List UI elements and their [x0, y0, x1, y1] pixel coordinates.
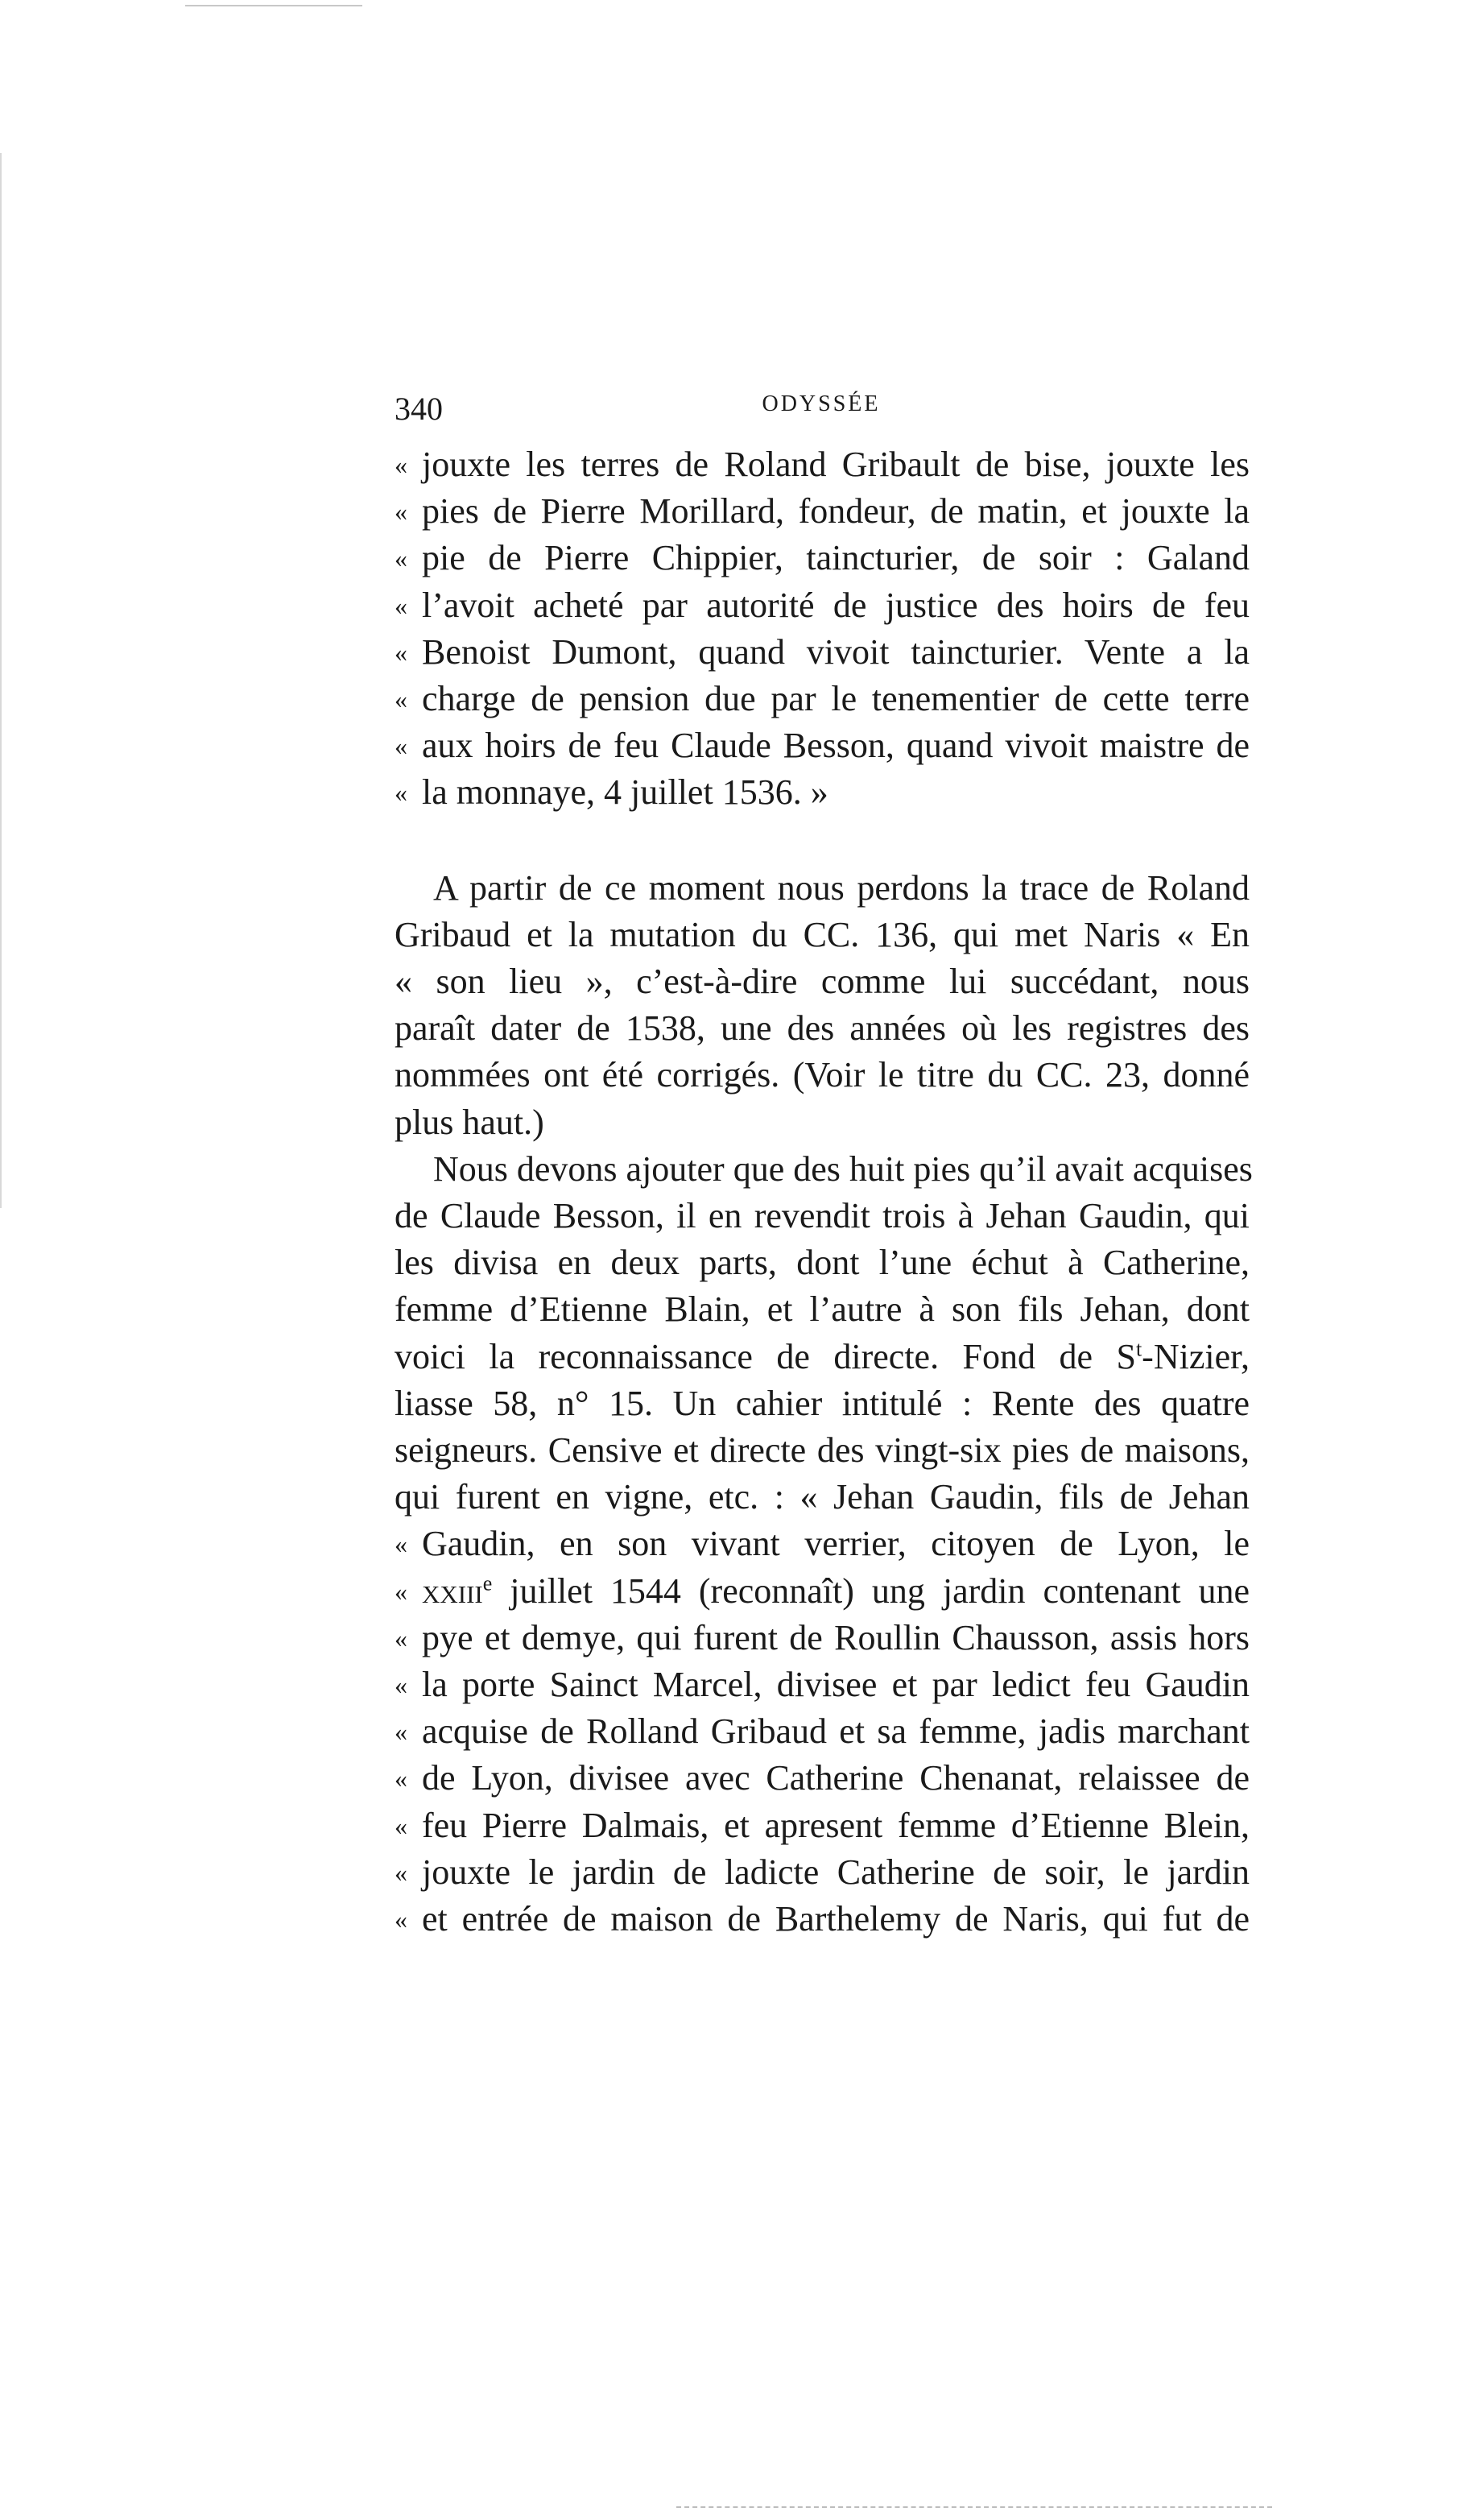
text-line: Nous devons ajouter que des huit pies qu’il avait acquises: [433, 1148, 1253, 1189]
text-line: « et entrée de maison de Barthelemy de Naris, qui fut de: [395, 1896, 1250, 1943]
superscript: e: [482, 1571, 493, 1595]
text-line: « Benoist Dumont, quand vivoit taincturier. Vente a la: [395, 629, 1250, 676]
page-number: 340: [395, 391, 443, 427]
text-line: Gribaud et la mutation du CC. 136, qui met Naris « En: [395, 914, 1250, 954]
text-line: « pies de Pierre Morillard, fondeur, de matin, et jouxte la: [395, 488, 1250, 535]
text-line: « son lieu », c’est-à-dire comme lui succédant, nous: [395, 962, 1250, 1002]
running-title: ODYSSÉE: [762, 391, 881, 416]
text-line: de Claude Besson, il en revendit trois à Jehan Gaudin, qui: [395, 1196, 1250, 1236]
scan-edge-bottom: [676, 2506, 1272, 2508]
text-line: « jouxte le jardin de ladicte Catherine de soir, le jardin: [395, 1849, 1250, 1896]
text-line: A partir de ce moment nous perdons la trace de Roland: [433, 867, 1250, 908]
text-line: « pie de Pierre Chippier, taincturier, de soir : Galand: [395, 535, 1250, 581]
text-line: liasse 58, n° 15. Un cahier intitulé : Rente des quatre: [395, 1383, 1250, 1423]
text-line: [395, 1568, 1250, 1615]
text-line: [395, 1334, 1250, 1380]
scan-edge-left: [0, 153, 2, 1208]
text-line: seigneurs. Censive et directe des vingt-six pies de maisons,: [395, 1430, 1250, 1471]
roman-date: xxiii: [422, 1570, 483, 1611]
text-line: femme d’Etienne Blain, et l’autre à son fils Jehan, dont: [395, 1289, 1250, 1330]
superscript: t: [1135, 1337, 1142, 1360]
text-line: « aux hoirs de feu Claude Besson, quand vivoit maistre de: [395, 722, 1250, 769]
page-header: [395, 390, 1248, 438]
text-line: « pye et demye, qui furent de Roullin Chausson, assis hors: [395, 1615, 1250, 1661]
text-line: plus haut.): [395, 1102, 544, 1142]
text-line: « l’avoit acheté par autorité de justice des hoirs de feu: [395, 582, 1250, 629]
text-line: les divisa en deux parts, dont l’une échut à Catherine,: [395, 1243, 1250, 1283]
text-line: « acquise de Rolland Gribaud et sa femme, jadis marchant: [395, 1708, 1250, 1755]
text-line: paraît dater de 1538, une des années où les registres des: [395, 1008, 1250, 1049]
text-line: « la monnaye, 4 juillet 1536. »: [395, 769, 1250, 816]
text-line: « feu Pierre Dalmais, et apresent femme d’Etienne Blein,: [395, 1802, 1250, 1849]
text-line: qui furent en vigne, etc. : « Jehan Gaudin, fils de Jehan: [395, 1477, 1250, 1517]
text-line: « de Lyon, divisee avec Catherine Chenanat, relaissee de: [395, 1755, 1250, 1802]
text-line-part: juillet 1544 (reconnaît) ung jardin contenant une: [492, 1570, 1250, 1611]
body-text: [395, 441, 1253, 1943]
text-line: « jouxte les terres de Roland Gribault de bise, jouxte les: [395, 441, 1250, 488]
text-line-part: -Nizier,: [1142, 1336, 1250, 1376]
text-line: « Gaudin, en son vivant verrier, citoyen de Lyon, le: [395, 1521, 1250, 1567]
text-line-part: voici la reconnaissance de directe. Fond de S: [395, 1336, 1136, 1376]
scan-edge-top: [185, 5, 362, 6]
text-line: « charge de pension due par le tenementier de cette terre: [395, 676, 1250, 722]
text-line: « la porte Sainct Marcel, divisee et par ledict feu Gaudin: [395, 1661, 1250, 1708]
paragraph-gap: [395, 817, 1250, 865]
text-line: nommées ont été corrigés. (Voir le titre du CC. 23, donné: [395, 1055, 1250, 1095]
